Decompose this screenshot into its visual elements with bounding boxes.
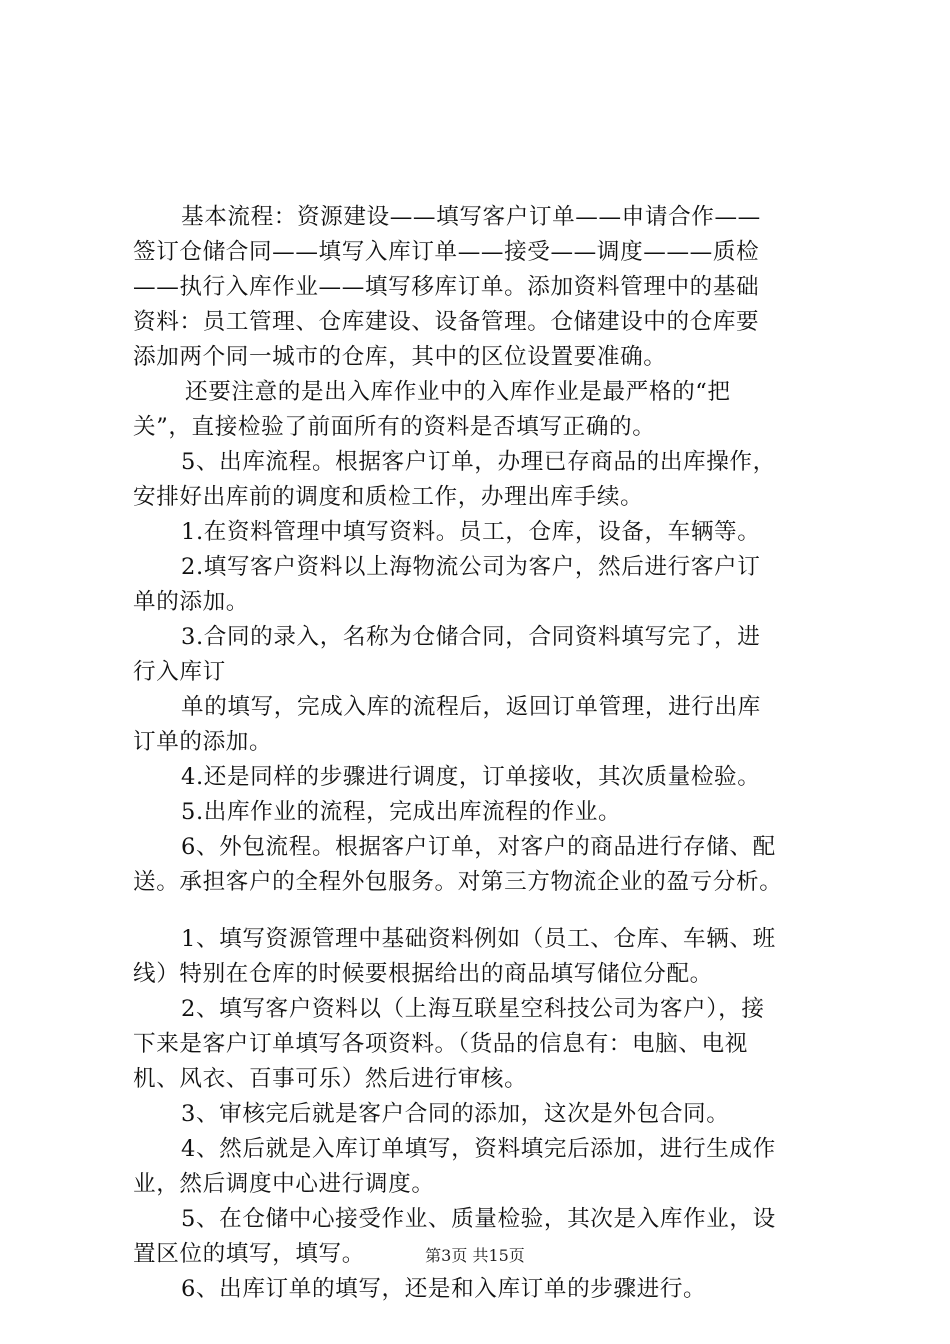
text-line: 5.出库作业的流程，完成出库流程的作业。 <box>181 799 622 825</box>
text-line: 2.填写客户资料以上海物流公司为客户，然后进行客户订 <box>181 554 761 580</box>
text-line: 1、填写资源管理中基础资料例如（员工、仓库、车辆、班 <box>181 926 776 952</box>
text-line: 3.合同的录入，名称为仓储合同，合同资料填写完了，进 <box>181 624 761 650</box>
text-line: 2、填写客户资料以（上海互联星空科技公司为客户），接 <box>181 996 765 1022</box>
text-line: 业，然后调度中心进行调度。 <box>133 1171 435 1197</box>
text-line: 送。承担客户的全程外包服务。对第三方物流企业的盈亏分析。 <box>133 869 783 895</box>
text-line: 安排好出库前的调度和质检工作，办理出库手续。 <box>133 484 644 510</box>
text-line: 签订仓储合同——填写入库订单——接受——调度———质检 <box>133 239 760 265</box>
document-body <box>133 200 843 1307</box>
text-line: 单的填写，完成入库的流程后，返回订单管理，进行出库 <box>181 694 761 720</box>
paragraph-item-4 <box>133 1132 843 1202</box>
paragraph-step-3 <box>133 620 843 690</box>
text-line: 5、在仓储中心接受作业、质量检验，其次是入库作业，设 <box>181 1206 776 1232</box>
text-line: 4.还是同样的步骤进行调度，订单接收，其次质量检验。 <box>181 764 761 790</box>
text-line: ——执行入库作业——填写移库订单。添加资料管理中的基础 <box>133 274 760 300</box>
text-line: 6、出库订单的填写，还是和入库订单的步骤进行。 <box>181 1276 707 1302</box>
text-line: 订单的添加。 <box>133 729 273 755</box>
text-line: 置区位的填写，填写。 <box>133 1241 365 1267</box>
text-line: 行入库订 <box>133 659 226 685</box>
text-line: 单的添加。 <box>133 589 249 615</box>
text-line: 3、审核完后就是客户合同的添加，这次是外包合同。 <box>181 1101 730 1127</box>
text-line: 关”，直接检验了前面所有的资料是否填写正确的。 <box>133 414 656 440</box>
paragraph-step-4 <box>133 760 843 795</box>
text-line: 线）特别在仓库的时候要根据给出的商品填写储位分配。 <box>133 961 713 987</box>
paragraph-basic-flow <box>133 200 843 375</box>
paragraph-outsourcing-flow <box>133 830 843 900</box>
paragraph-item-6 <box>133 1272 843 1307</box>
page-number-footer: 第3页 共15页 <box>425 1246 525 1265</box>
paragraph-step-2 <box>133 550 843 620</box>
paragraph-note <box>133 375 843 445</box>
text-line: 还要注意的是出入库作业中的入库作业是最严格的“把 <box>185 379 731 405</box>
text-line: 1.在资料管理中填写资料。员工，仓库，设备，车辆等。 <box>181 519 761 545</box>
paragraph-step-1 <box>133 515 843 550</box>
text-line: 5、出库流程。根据客户订单，办理已存商品的出库操作， <box>181 449 776 475</box>
text-line: 下来是客户订单填写各项资料。（货品的信息有：电脑、电视 <box>133 1031 748 1057</box>
paragraph-item-1 <box>133 922 843 992</box>
paragraph-step-5 <box>133 795 843 830</box>
text-line: 4、然后就是入库订单填写，资料填完后添加，进行生成作 <box>181 1136 776 1162</box>
text-line: 添加两个同一城市的仓库，其中的区位设置要准确。 <box>133 344 667 370</box>
text-line: 6、外包流程。根据客户订单，对客户的商品进行存储、配 <box>181 834 776 860</box>
paragraph-step-3-cont <box>133 690 843 760</box>
paragraph-gap <box>133 900 843 922</box>
text-line: 机、风衣、百事可乐）然后进行审核。 <box>133 1066 528 1092</box>
paragraph-item-3 <box>133 1097 843 1132</box>
text-line: 基本流程：资源建设——填写客户订单——申请合作—— <box>181 204 761 230</box>
paragraph-outbound-flow <box>133 445 843 515</box>
text-line: 资料：员工管理、仓库建设、设备管理。仓储建设中的仓库要 <box>133 309 760 335</box>
paragraph-item-2 <box>133 992 843 1097</box>
